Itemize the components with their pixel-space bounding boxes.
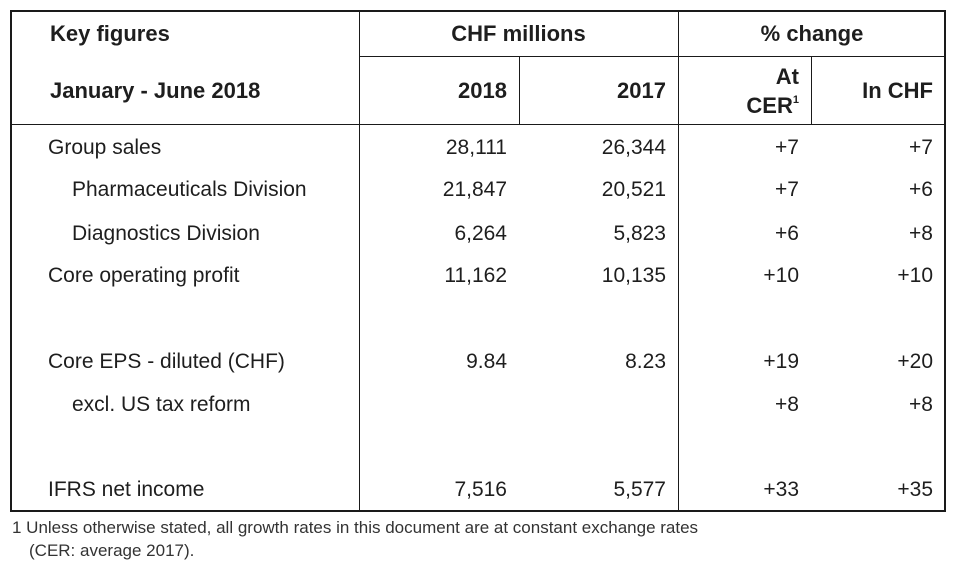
row-change-chf: +10 <box>897 264 933 287</box>
footnote-line-1: 1 Unless otherwise stated, all growth rates in this document are at constant exchange rates <box>12 518 699 537</box>
header-subdivider <box>359 56 946 57</box>
row-value-2018: 6,264 <box>454 222 507 245</box>
header-key-figures: Key figures <box>50 21 170 46</box>
row-change-cer: +7 <box>775 136 799 159</box>
row-value-2017: 8.23 <box>625 350 666 373</box>
header-chf-millions: CHF millions <box>451 21 586 46</box>
row-value-2018: 21,847 <box>442 178 507 201</box>
header-col-2018: 2018 <box>458 78 507 103</box>
row-value-2017: 10,135 <box>601 264 666 287</box>
row-value-2017: 5,823 <box>613 222 666 245</box>
row-label: Diagnostics Division <box>72 222 260 245</box>
row-value-2017: 5,577 <box>613 478 666 501</box>
row-value-2018: 11,162 <box>444 264 507 287</box>
header-period: January - June 2018 <box>50 78 261 103</box>
row-label: Group sales <box>48 136 162 159</box>
row-change-cer: +10 <box>763 264 799 287</box>
row-label: IFRS net income <box>48 478 205 501</box>
row-label: Core EPS - diluted (CHF) <box>48 350 285 373</box>
row-value-2018: 28,111 <box>445 136 507 159</box>
header-col-2017: 2017 <box>617 78 666 103</box>
header-bottom-rule <box>12 124 946 125</box>
row-change-cer: +7 <box>775 178 799 201</box>
header-at-cer-footnote-marker: 1 <box>792 94 799 106</box>
row-change-chf: +6 <box>909 178 933 201</box>
row-value-2018: 9.84 <box>466 350 507 373</box>
row-value-2018: 7,516 <box>454 478 507 501</box>
row-change-chf: +8 <box>909 393 933 416</box>
row-change-chf: +8 <box>909 222 933 245</box>
row-value-2017: 20,521 <box>601 178 666 201</box>
footnote-line-2: (CER: average 2017). <box>29 541 195 560</box>
header-at-cer-line1: At <box>775 64 799 89</box>
row-label: excl. US tax reform <box>72 393 251 416</box>
row-change-chf: +7 <box>909 136 933 159</box>
row-change-cer: +6 <box>775 222 799 245</box>
header-pct-change: % change <box>760 21 864 46</box>
row-label: Pharmaceuticals Division <box>72 178 307 201</box>
header-at-cer-line2: CER <box>746 93 793 118</box>
row-change-cer: +19 <box>763 350 799 373</box>
row-change-cer: +33 <box>763 478 799 501</box>
header-in-chf: In CHF <box>862 78 933 103</box>
key-figures-table <box>10 10 946 512</box>
footnote <box>12 516 698 562</box>
row-change-chf: +35 <box>897 478 933 501</box>
row-change-cer: +8 <box>775 393 799 416</box>
header-at-cer <box>678 62 799 120</box>
row-label: Core operating profit <box>48 264 240 287</box>
row-change-chf: +20 <box>897 350 933 373</box>
row-value-2017: 26,344 <box>601 136 666 159</box>
